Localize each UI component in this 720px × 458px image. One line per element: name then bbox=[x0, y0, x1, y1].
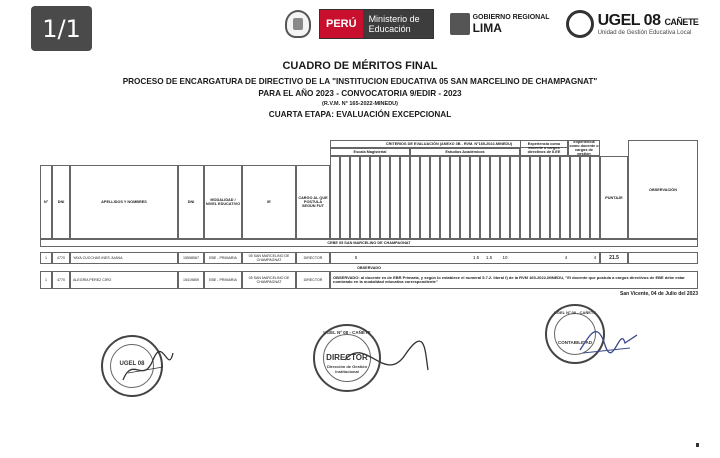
criteria-column bbox=[570, 156, 580, 239]
left-signature bbox=[118, 345, 178, 390]
document-line1: PROCESO DE ENCARGATURA DE DIRECTIVO DE LA "INSTITUCION EDUCATIVA 05 SAN MARCELINO DE CHAMPAGNAT" bbox=[122, 77, 598, 86]
criteria-column bbox=[550, 156, 560, 239]
row1-score-a: 5 bbox=[354, 255, 358, 260]
center-seal-mid: DIRECTOR bbox=[326, 353, 368, 362]
row1-score-e: 4 bbox=[564, 255, 568, 260]
criteria-column bbox=[590, 156, 600, 239]
group-estudios: Estudios Académicos bbox=[410, 148, 520, 156]
ugel-logo bbox=[566, 10, 699, 38]
row2-ie: 05 SAN MARCELINO DE CHAMPAGNAT bbox=[242, 271, 296, 289]
row2-num: 1 bbox=[40, 271, 52, 289]
criteria-column bbox=[530, 156, 540, 239]
right-seal-bottom: CONTABILIDAD bbox=[558, 340, 592, 345]
row2-name: ALEGRIA PEREZ CIRO bbox=[70, 271, 178, 289]
row1-modalidad: EBE - PRIMARIA bbox=[204, 252, 242, 264]
criteria-column bbox=[330, 156, 340, 239]
observado-label: OBSERVADO bbox=[356, 265, 382, 270]
row2-modalidad: EBE - PRIMARIA bbox=[204, 271, 242, 289]
section-ie: CEBE 05 SAN MARCELINO DE CHAMPAGNAT bbox=[40, 239, 698, 247]
group-exp1: Experiencia como docente o cargos directivos de II.EE bbox=[520, 140, 568, 156]
page-mark bbox=[696, 443, 699, 447]
criteria-column bbox=[510, 156, 520, 239]
criteria-column bbox=[520, 156, 530, 239]
document-title: CUADRO DE MÉRITOS FINAL bbox=[282, 60, 438, 72]
ugel-label: UGEL 08 bbox=[597, 12, 661, 29]
criteria-column bbox=[460, 156, 470, 239]
row1-total: 21.5 bbox=[600, 252, 628, 264]
criteria-column bbox=[370, 156, 380, 239]
center-seal-sub: Dirección de Gestión Institucional bbox=[327, 364, 368, 374]
criteria-column bbox=[390, 156, 400, 239]
criteria-column bbox=[360, 156, 370, 239]
criteria-column bbox=[490, 156, 500, 239]
row2-cargo: DIRECTOR bbox=[296, 271, 330, 289]
row1-name: YAYA CUCCHAS INES JUANA bbox=[70, 252, 178, 264]
gobierno-regional-label: GOBIERNO REGIONAL bbox=[472, 14, 550, 21]
right-seal-top: UGEL Nº 08 - CAÑETE bbox=[553, 310, 597, 315]
lima-label: LIMA bbox=[472, 21, 502, 35]
criteria-column bbox=[470, 156, 480, 239]
criteria-column bbox=[350, 156, 360, 239]
gobierno-regional-lima-logo bbox=[450, 13, 550, 35]
criteria-column bbox=[380, 156, 390, 239]
gobierno-regional-icon bbox=[450, 13, 470, 35]
row1-score-f: 4 bbox=[593, 255, 597, 260]
ministerio-label: Ministerio de Educación bbox=[363, 10, 433, 38]
row1-score-d: 10 bbox=[502, 255, 508, 260]
document-line2: PARA EL AÑO 2023 - CONVOCATORIA 9/EDIR - 2023 bbox=[258, 89, 462, 98]
center-signature bbox=[340, 330, 430, 390]
row1-cargo: DIRECTOR bbox=[296, 252, 330, 264]
center-seal-top: UGEL Nº 08 - CAÑETE bbox=[323, 330, 371, 335]
criteria-column bbox=[420, 156, 430, 239]
criteria-column bbox=[540, 156, 550, 239]
criteria-header: CRITERIOS DE EVALUACIÓN (ANEXO 3B - RVM. N°165-2022-MINEDU) bbox=[330, 140, 568, 148]
row2-doc: 15419859 bbox=[178, 271, 204, 289]
row1-score-c: 1.5 bbox=[485, 255, 493, 260]
criteria-column bbox=[340, 156, 350, 239]
row1-num: 1 bbox=[40, 252, 52, 264]
col-puntaje: PUNTAJE bbox=[600, 156, 628, 239]
ugel-emblem-icon bbox=[566, 10, 594, 38]
right-signature bbox=[575, 315, 640, 360]
criteria-column bbox=[580, 156, 590, 239]
row2-dni: 4770 bbox=[52, 271, 70, 289]
merit-table bbox=[40, 137, 698, 297]
row2-observation: OBSERVADO: al docente es de EBR Primaria, y según lo establece el numeral 5.7.2. literal f) de la RVM 165-2022-MINEDU, "El docente que postula a cargos directivos de EBE debe estar nombrado en la modalidad educativa correspondiente" bbox=[330, 271, 698, 289]
header-logos bbox=[285, 6, 698, 42]
col-ie: IE bbox=[242, 165, 296, 239]
row1-ie: 05 SAN MARCELINO DE CHAMPAGNAT bbox=[242, 252, 296, 264]
col-num: N° bbox=[40, 165, 52, 239]
criteria-column bbox=[410, 156, 420, 239]
criteria-column bbox=[500, 156, 510, 239]
peru-label: PERÚ bbox=[320, 10, 363, 38]
criteria-column bbox=[450, 156, 460, 239]
col-apellidos: APELLIDOS Y NOMBRES bbox=[70, 165, 178, 239]
col-dni2: DNI bbox=[178, 165, 204, 239]
row1-observacion bbox=[628, 252, 698, 264]
page-counter: 1/1 bbox=[31, 6, 92, 51]
col-cargo: CARGO AL QUE POSTULA SEGÚN FUT bbox=[296, 165, 330, 239]
ugel-city: CAÑETE bbox=[664, 17, 699, 27]
criteria-column bbox=[440, 156, 450, 239]
col-dni: DNI bbox=[52, 165, 70, 239]
left-seal-text: UGEL 08 bbox=[119, 361, 145, 367]
minedu-logo bbox=[319, 9, 434, 39]
group-exp2: Experiencia como docente o cargos de gestión bbox=[569, 140, 599, 156]
document-date: San Vicente, 04 de Julio del 2023 bbox=[619, 291, 698, 297]
col-modalidad: MODALIDAD / NIVEL EDUCATIVO bbox=[204, 165, 242, 239]
criteria-column bbox=[480, 156, 490, 239]
col-observacion: OBSERVACIÓN bbox=[628, 140, 698, 239]
row1-score-b: 1.5 bbox=[472, 255, 480, 260]
criteria-column bbox=[560, 156, 570, 239]
ugel-sub: Unidad de Gestión Educativa Local bbox=[597, 30, 692, 36]
criteria-column bbox=[430, 156, 440, 239]
document-line4: CUARTA ETAPA: EVALUACIÓN EXCEPCIONAL bbox=[268, 110, 452, 119]
group-escala: Escala Magisterial bbox=[330, 148, 410, 156]
row1-dni: 4770 bbox=[52, 252, 70, 264]
row1-doc: 15598567 bbox=[178, 252, 204, 264]
document-line3: (R.V.M. N° 165-2022-MINEDU) bbox=[322, 101, 398, 107]
criteria-column bbox=[400, 156, 410, 239]
peru-coat-of-arms-icon bbox=[285, 10, 311, 38]
